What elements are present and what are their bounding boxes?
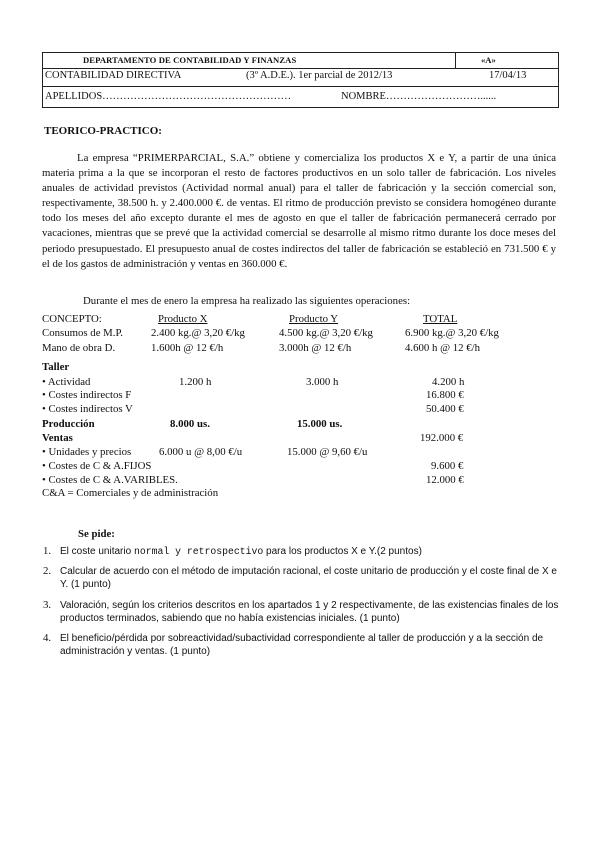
row-civ-total: 50.400 €	[426, 403, 464, 415]
question-4: El beneficio/pérdida por sobreactividad/subactividad correspondiente al taller de producción y a la sección de administración y ventas. (1 punto)	[60, 633, 544, 657]
row-actividad-x: 1.200 h	[179, 376, 212, 388]
question-number: 2.	[43, 565, 52, 577]
question-number: 4.	[43, 632, 52, 644]
row-mp-label: Consumos de M.P.	[42, 327, 123, 339]
table-head-total: TOTAL	[423, 313, 458, 325]
header-row-subject	[43, 68, 558, 87]
row-variables-label: • Costes de C & A.VARIBLES.	[42, 474, 178, 486]
row-unidades-x: 6.000 u @ 8,00 €/u	[159, 446, 243, 458]
row-mo-label: Mano de obra D.	[42, 342, 116, 354]
table-note: C&A = Comerciales y de administración	[42, 487, 219, 499]
row-mo-total: 4.600 h @ 12 €/h	[405, 342, 481, 354]
row-actividad-y: 3.000 h	[306, 376, 339, 388]
question-1: El coste unitario normal y retrospectivo para los productos X e Y.(2 puntos)	[60, 546, 422, 557]
surnames-field: APELLIDOS………………………………………………	[45, 91, 292, 102]
row-produccion-label: Producción	[42, 418, 95, 430]
table-head-x: Producto X	[158, 313, 208, 325]
row-mp-total: 6.900 kg.@ 3,20 €/kg	[405, 327, 499, 339]
question-2: Calcular de acuerdo con el método de imputación racional, el coste unitario de producción y el coste final de X e Y. (1 punto)	[60, 566, 557, 590]
section-title: TEORICO-PRACTICO:	[44, 125, 162, 137]
row-actividad-label: • Actividad	[42, 376, 91, 388]
row-cif-total: 16.800 €	[426, 389, 464, 401]
name-field: NOMBRE………………………......	[341, 91, 497, 102]
row-mo-x: 1.600h @ 12 €/h	[151, 342, 224, 354]
row-fijos-label: • Costes de C & A.FIJOS	[42, 460, 152, 472]
header-box	[42, 52, 559, 108]
row-unidades-label: • Unidades y precios	[42, 446, 132, 458]
subject: CONTABILIDAD DIRECTIVA	[45, 70, 182, 81]
exam-date: 17/04/13	[489, 70, 527, 81]
row-cif-label: • Costes indirectos F	[42, 389, 132, 401]
question-number: 1.	[43, 545, 52, 557]
row-ventas-total: 192.000 €	[420, 432, 464, 444]
row-ventas-label: Ventas	[42, 432, 73, 444]
exam-letter: «A»	[481, 55, 496, 65]
se-pide-heading: Se pide:	[78, 528, 115, 540]
row-mp-y: 4.500 kg.@ 3,20 €/kg	[279, 327, 373, 339]
row-actividad-total: 4.200 h	[432, 376, 465, 388]
course: (3º A.D.E.). 1er parcial de 2012/13	[246, 70, 393, 81]
question-number: 3.	[43, 599, 52, 611]
row-produccion-x: 8.000 us.	[170, 418, 210, 430]
table-head-y: Producto Y	[289, 313, 339, 325]
question-3: Valoración, según los criterios descritos en los apartados 1 y 2 respectivamente, de las existencias finales de los productos terminados, sabiendo que no había existencias iniciales. (1 punto)	[60, 600, 559, 624]
row-mo-y: 3.000h @ 12 €/h	[279, 342, 352, 354]
intro-paragraph: La empresa “PRIMERPARCIAL, S.A.” obtiene y comercializa los productos X e Y, a partir de una única materia prima a la que se incorporan el resto de factores productivos en un solo taller de fabricación. Los niveles anuales de actividad previstos (Actividad normal anual) para el taller de fabricación y la sección comercial son, respectivamente, 38.500 h. y 2.400.000 €. de ventas. El ritmo de producción previsto se considera homogéneo durante todo los meses del año excepto durante el mes de agosto en que el taller de fabricación permanecerá cerrado por vacaciones, mientras que se prevé que la actividad comercial se desarrolle al mismo ritmo durante los doce meses del periodo presupuestado. El presupuesto anual de costes indirectos del taller de fabricación se estableció en 731.500 € y el de los gastos de administración y ventas en 360.000 €.	[42, 152, 556, 270]
row-unidades-y: 15.000 @ 9,60 €/u	[287, 446, 368, 458]
operations-intro: Durante el mes de enero la empresa ha realizado las siguientes operaciones:	[83, 295, 411, 307]
row-mp-x: 2.400 kg.@ 3,20 €/kg	[151, 327, 245, 339]
header-divider	[455, 53, 456, 68]
row-taller-heading: Taller	[42, 361, 70, 373]
header-row-department	[43, 53, 558, 69]
question-1-highlight: normal y retrospectivo	[133, 546, 264, 557]
row-civ-label: • Costes indirectos V	[42, 403, 133, 415]
department-title: DEPARTAMENTO DE CONTABILIDAD Y FINANZAS	[83, 55, 297, 65]
table-head-concept: CONCEPTO:	[42, 313, 102, 325]
row-variables-total: 12.000 €	[426, 474, 464, 486]
row-fijos-total: 9.600 €	[431, 460, 464, 472]
row-produccion-y: 15.000 us.	[297, 418, 343, 430]
